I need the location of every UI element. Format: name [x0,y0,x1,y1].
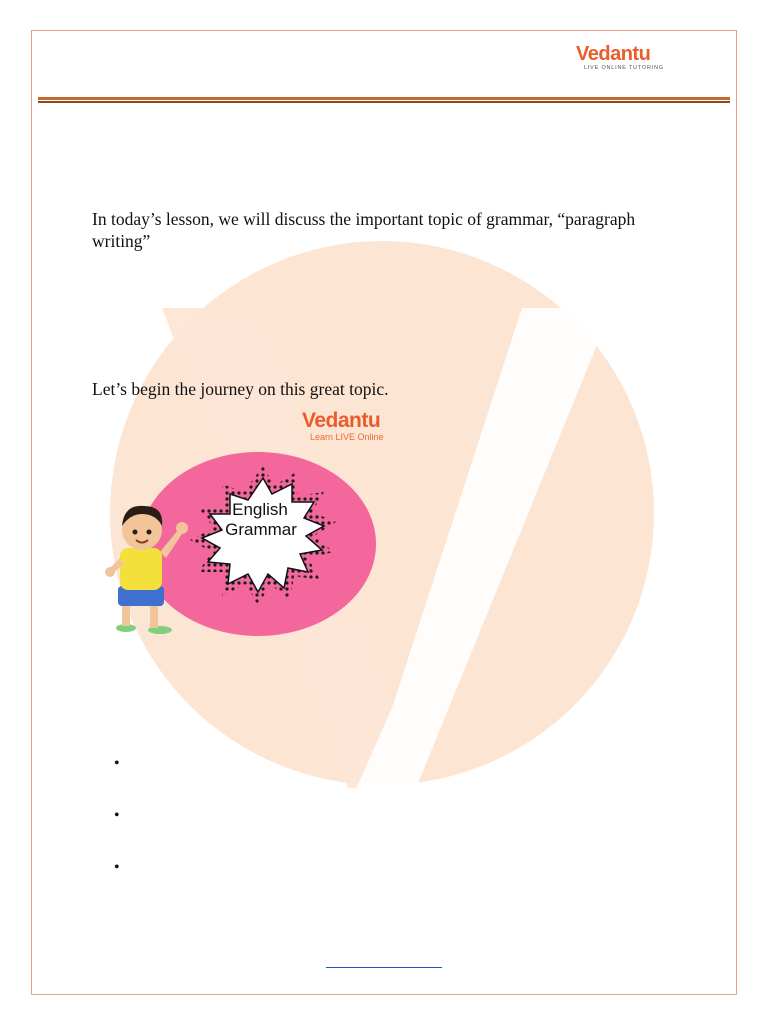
english-grammar-illustration [98,448,388,648]
journey-paragraph: Let’s begin the journey on this great topic. [92,379,389,399]
vedantu-logo-brand: Vedantu [302,409,381,432]
footer-link[interactable] [326,967,442,968]
illustration-word-grammar: Grammar [225,520,297,539]
intro-paragraph: In today’s lesson, we will discuss the important topic of grammar, “paragraph writing” [92,209,636,251]
vedantu-logo-tagline: Learn LIVE Online [310,432,384,442]
header-logo-brand: Vedantu [576,43,651,65]
vedantu-logo [302,410,392,448]
empty-bullet-item: • [114,755,120,772]
header-rule-shadow [38,101,730,103]
empty-bullet-item: • [114,807,120,824]
header-logo-tagline: LIVE ONLINE TUTORING [584,65,664,71]
empty-bullet-item: • [114,859,120,876]
header-rule [38,97,730,100]
illustration-word-english: English [232,500,288,519]
header-logo [576,44,676,74]
